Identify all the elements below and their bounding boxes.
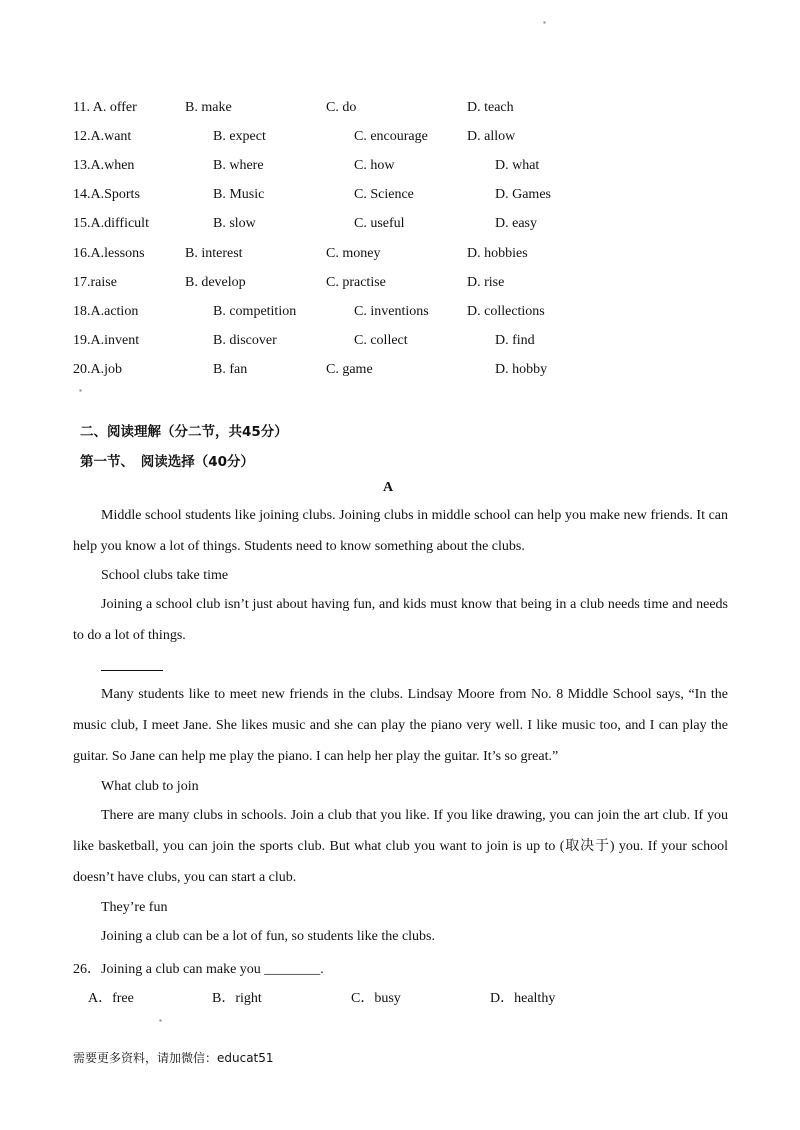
passage-paragraph: Many students like to meet new friends in the clubs. Lindsay Moore from No. 8 Middle School says, “In the music club, I meet Jane. She likes music and she can play the piano very well. I like music too, and I can play the guitar. So Jane can help me play the piano. I can help her play the guitar. It’s so great.”: [73, 687, 728, 764]
option-b: B. slow: [213, 216, 256, 231]
option-a: 14.A.Sports: [73, 187, 140, 202]
option-c: C. money: [326, 246, 381, 261]
option-a: 12.A.want: [73, 129, 132, 144]
option-d: D. rise: [467, 275, 505, 290]
option-a: 11. A. offer: [73, 100, 137, 115]
option-a: 13.A.when: [73, 158, 135, 173]
paragraph-mark: ▪: [79, 386, 82, 395]
option-a: 18.A.action: [73, 304, 139, 319]
option-c: C. Science: [354, 187, 414, 202]
choice-a: A．free: [88, 991, 134, 1006]
passage-paragraph: There are many clubs in schools. Join a club that you like. If you like drawing, you can join the art club. If you like basketball, you can join the sports club. But what club you want to join is up to (取决于) you. If your school doesn’t have clubs, you can start a club.: [73, 808, 728, 885]
section-subtitle: 第一节、 阅读选择（40分）: [80, 454, 255, 470]
option-c: C. game: [326, 362, 373, 377]
option-d: D. teach: [467, 100, 514, 115]
answer-blank: [101, 658, 163, 676]
option-d: D. collections: [467, 304, 545, 319]
option-a: 15.A.difficult: [73, 216, 149, 231]
paragraph-mark: ▪: [159, 1016, 162, 1025]
option-row: [0, 246, 800, 266]
choice-c: C．busy: [351, 991, 401, 1006]
option-c: C. practise: [326, 275, 386, 290]
choice-d: D．healthy: [490, 991, 556, 1006]
option-d: D. allow: [467, 129, 516, 144]
option-c: C. useful: [354, 216, 405, 231]
option-c: C. how: [354, 158, 395, 173]
section-title: 二、阅读理解（分二节，共45分）: [80, 424, 288, 440]
option-d: D. what: [495, 158, 540, 173]
option-c: C. do: [326, 100, 357, 115]
option-b: B. fan: [213, 362, 248, 377]
option-d: D. Games: [495, 187, 551, 202]
option-row: [0, 158, 800, 178]
option-d: D. find: [495, 333, 535, 348]
option-c: C. inventions: [354, 304, 429, 319]
passage-paragraph: Joining a club can be a lot of fun, so students like the clubs.: [101, 929, 435, 944]
option-a: 16.A.lessons: [73, 246, 145, 261]
option-b: B. where: [213, 158, 264, 173]
corner-mark: ▪: [543, 18, 546, 27]
question-stem: 26．Joining a club can make you ________.: [73, 962, 324, 977]
passage-subheading: School clubs take time: [101, 568, 229, 583]
option-d: D. easy: [495, 216, 537, 231]
option-b: B. expect: [213, 129, 266, 144]
option-row: [0, 216, 800, 236]
option-c: C. encourage: [354, 129, 428, 144]
option-b: B. make: [185, 100, 232, 115]
option-a: 17.raise: [73, 275, 117, 290]
option-row: [0, 304, 800, 324]
option-b: B. Music: [213, 187, 265, 202]
passage-paragraph: Middle school students like joining clubs. Joining clubs in middle school can help you make new friends. It can help you know a lot of things. Students need to know something about the clubs.: [73, 508, 728, 554]
option-row: [0, 333, 800, 353]
option-row: [0, 275, 800, 295]
option-row: [0, 100, 800, 120]
option-b: B. discover: [213, 333, 277, 348]
option-row: [0, 187, 800, 207]
option-b: B. develop: [185, 275, 246, 290]
passage-subheading: What club to join: [101, 779, 199, 794]
option-b: B. interest: [185, 246, 243, 261]
choice-b: B．right: [212, 991, 262, 1006]
option-d: D. hobby: [495, 362, 548, 377]
option-d: D. hobbies: [467, 246, 528, 261]
passage-label: A: [383, 480, 394, 495]
option-row: [0, 129, 800, 149]
footer-note: 需要更多资料，请加微信：educat51: [73, 1051, 274, 1065]
option-row: [0, 362, 800, 382]
option-a: 19.A.invent: [73, 333, 140, 348]
passage-subheading: They’re fun: [101, 900, 168, 915]
passage-paragraph: Joining a school club isn’t just about having fun, and kids must know that being in a club needs time and needs to do a lot of things.: [73, 597, 728, 643]
option-c: C. collect: [354, 333, 408, 348]
option-b: B. competition: [213, 304, 297, 319]
option-a: 20.A.job: [73, 362, 122, 377]
